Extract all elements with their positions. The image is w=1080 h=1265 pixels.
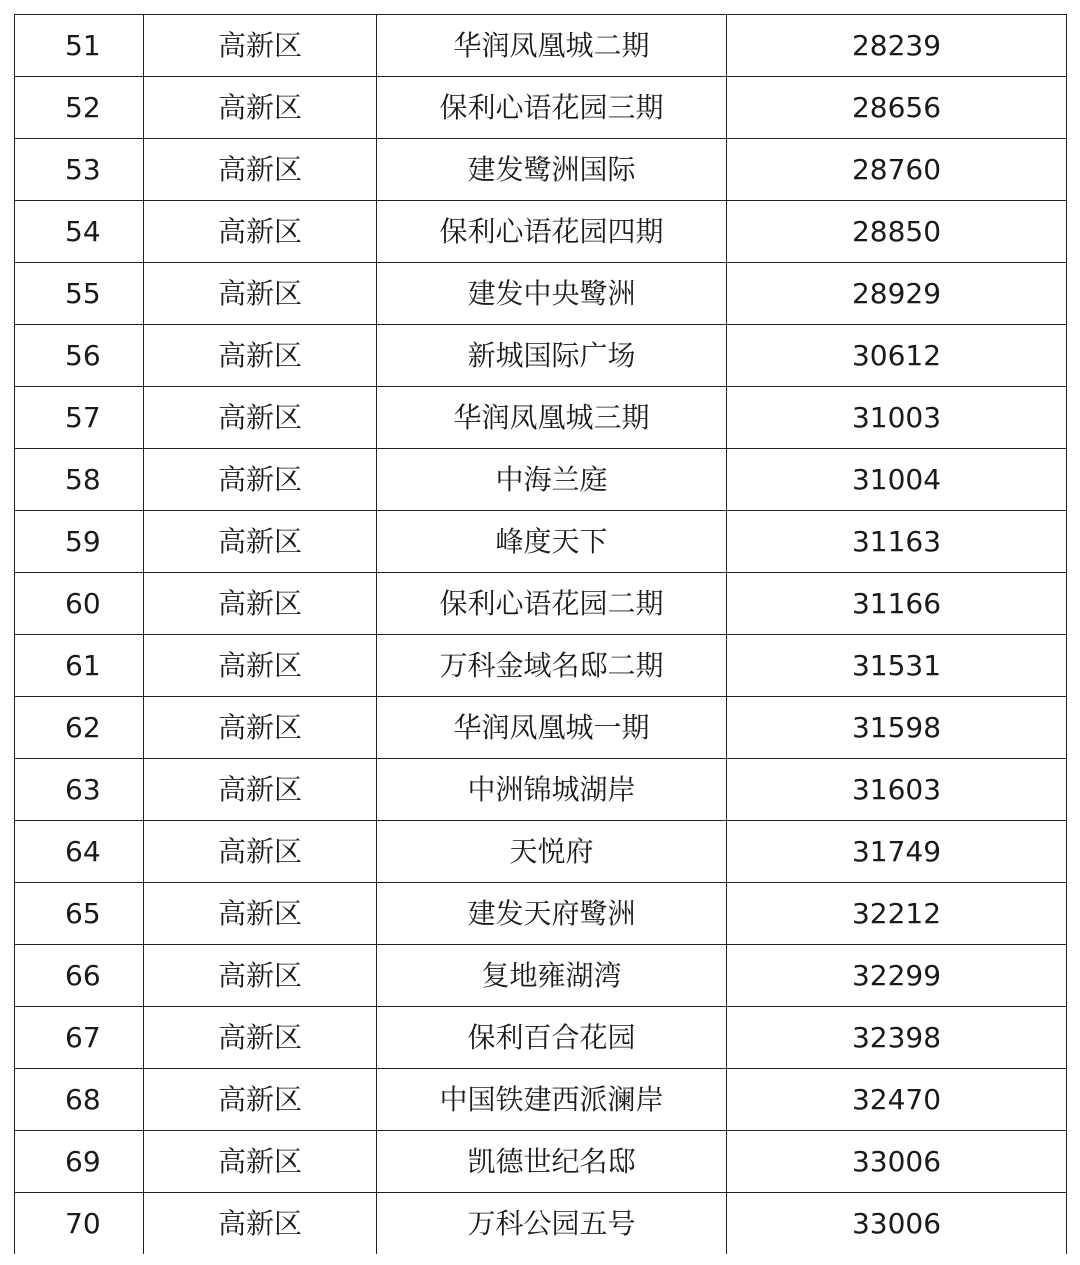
district-cell: 高新区: [144, 201, 377, 263]
row-index: 65: [15, 883, 144, 945]
project-name-cell: 华润凤凰城三期: [377, 387, 727, 449]
table-row: [15, 449, 1067, 511]
project-name-cell: 中洲锦城湖岸: [377, 759, 727, 821]
row-index: 66: [15, 945, 144, 1007]
row-index: 56: [15, 325, 144, 387]
table-row: [15, 263, 1067, 325]
price-cell: 28850: [727, 201, 1067, 263]
price-cell: 28656: [727, 77, 1067, 139]
table-row: [15, 759, 1067, 821]
row-index: 53: [15, 139, 144, 201]
row-index: 67: [15, 1007, 144, 1069]
project-name-cell: 保利百合花园: [377, 1007, 727, 1069]
district-cell: 高新区: [144, 697, 377, 759]
row-index: 69: [15, 1131, 144, 1193]
price-cell: 28760: [727, 139, 1067, 201]
project-name-cell: 凯德世纪名邸: [377, 1131, 727, 1193]
district-cell: 高新区: [144, 77, 377, 139]
row-index: 63: [15, 759, 144, 821]
project-name-cell: 保利心语花园三期: [377, 77, 727, 139]
project-name-cell: 中海兰庭: [377, 449, 727, 511]
row-index: 70: [15, 1193, 144, 1255]
project-name-cell: 建发中央鹭洲: [377, 263, 727, 325]
table-row: [15, 325, 1067, 387]
price-cell: 31004: [727, 449, 1067, 511]
row-index: 60: [15, 573, 144, 635]
table-row: [15, 883, 1067, 945]
price-cell: 31163: [727, 511, 1067, 573]
price-cell: 30612: [727, 325, 1067, 387]
row-index: 68: [15, 1069, 144, 1131]
price-cell: 28239: [727, 15, 1067, 77]
district-cell: 高新区: [144, 511, 377, 573]
table-row: [15, 387, 1067, 449]
table-row: [15, 1007, 1067, 1069]
table-row: [15, 77, 1067, 139]
table-row: [15, 821, 1067, 883]
table-row: [15, 1193, 1067, 1255]
table-row: [15, 511, 1067, 573]
district-cell: 高新区: [144, 15, 377, 77]
row-index: 64: [15, 821, 144, 883]
row-index: 62: [15, 697, 144, 759]
project-name-cell: 华润凤凰城二期: [377, 15, 727, 77]
district-cell: 高新区: [144, 263, 377, 325]
price-cell: 31598: [727, 697, 1067, 759]
district-cell: 高新区: [144, 635, 377, 697]
price-cell: 33006: [727, 1193, 1067, 1255]
project-name-cell: 天悦府: [377, 821, 727, 883]
project-name-cell: 峰度天下: [377, 511, 727, 573]
project-name-cell: 万科公园五号: [377, 1193, 727, 1255]
project-name-cell: 保利心语花园四期: [377, 201, 727, 263]
table-row: [15, 945, 1067, 1007]
price-table-container: [14, 14, 1066, 1254]
price-cell: 32299: [727, 945, 1067, 1007]
project-name-cell: 中国铁建西派澜岸: [377, 1069, 727, 1131]
district-cell: 高新区: [144, 387, 377, 449]
row-index: 54: [15, 201, 144, 263]
table-row: [15, 15, 1067, 77]
table-row: [15, 1069, 1067, 1131]
district-cell: 高新区: [144, 1131, 377, 1193]
row-index: 61: [15, 635, 144, 697]
row-index: 55: [15, 263, 144, 325]
price-cell: 32212: [727, 883, 1067, 945]
price-cell: 31166: [727, 573, 1067, 635]
district-cell: 高新区: [144, 1193, 377, 1255]
row-index: 58: [15, 449, 144, 511]
project-name-cell: 建发天府鹭洲: [377, 883, 727, 945]
table-row: [15, 697, 1067, 759]
district-cell: 高新区: [144, 945, 377, 1007]
price-cell: 31603: [727, 759, 1067, 821]
price-table-body: [15, 15, 1067, 1255]
district-cell: 高新区: [144, 883, 377, 945]
project-name-cell: 万科金域名邸二期: [377, 635, 727, 697]
table-row: [15, 201, 1067, 263]
district-cell: 高新区: [144, 325, 377, 387]
project-name-cell: 新城国际广场: [377, 325, 727, 387]
price-cell: 33006: [727, 1131, 1067, 1193]
price-cell: 31531: [727, 635, 1067, 697]
district-cell: 高新区: [144, 821, 377, 883]
table-row: [15, 1131, 1067, 1193]
district-cell: 高新区: [144, 449, 377, 511]
district-cell: 高新区: [144, 573, 377, 635]
table-row: [15, 139, 1067, 201]
table-row: [15, 573, 1067, 635]
row-index: 59: [15, 511, 144, 573]
district-cell: 高新区: [144, 759, 377, 821]
price-cell: 32470: [727, 1069, 1067, 1131]
row-index: 57: [15, 387, 144, 449]
price-cell: 31003: [727, 387, 1067, 449]
project-name-cell: 复地雍湖湾: [377, 945, 727, 1007]
project-name-cell: 华润凤凰城一期: [377, 697, 727, 759]
project-name-cell: 保利心语花园二期: [377, 573, 727, 635]
project-name-cell: 建发鹭洲国际: [377, 139, 727, 201]
price-cell: 31749: [727, 821, 1067, 883]
table-row: [15, 635, 1067, 697]
price-cell: 32398: [727, 1007, 1067, 1069]
district-cell: 高新区: [144, 1069, 377, 1131]
price-cell: 28929: [727, 263, 1067, 325]
row-index: 51: [15, 15, 144, 77]
district-cell: 高新区: [144, 139, 377, 201]
district-cell: 高新区: [144, 1007, 377, 1069]
price-table: [14, 14, 1067, 1254]
row-index: 52: [15, 77, 144, 139]
